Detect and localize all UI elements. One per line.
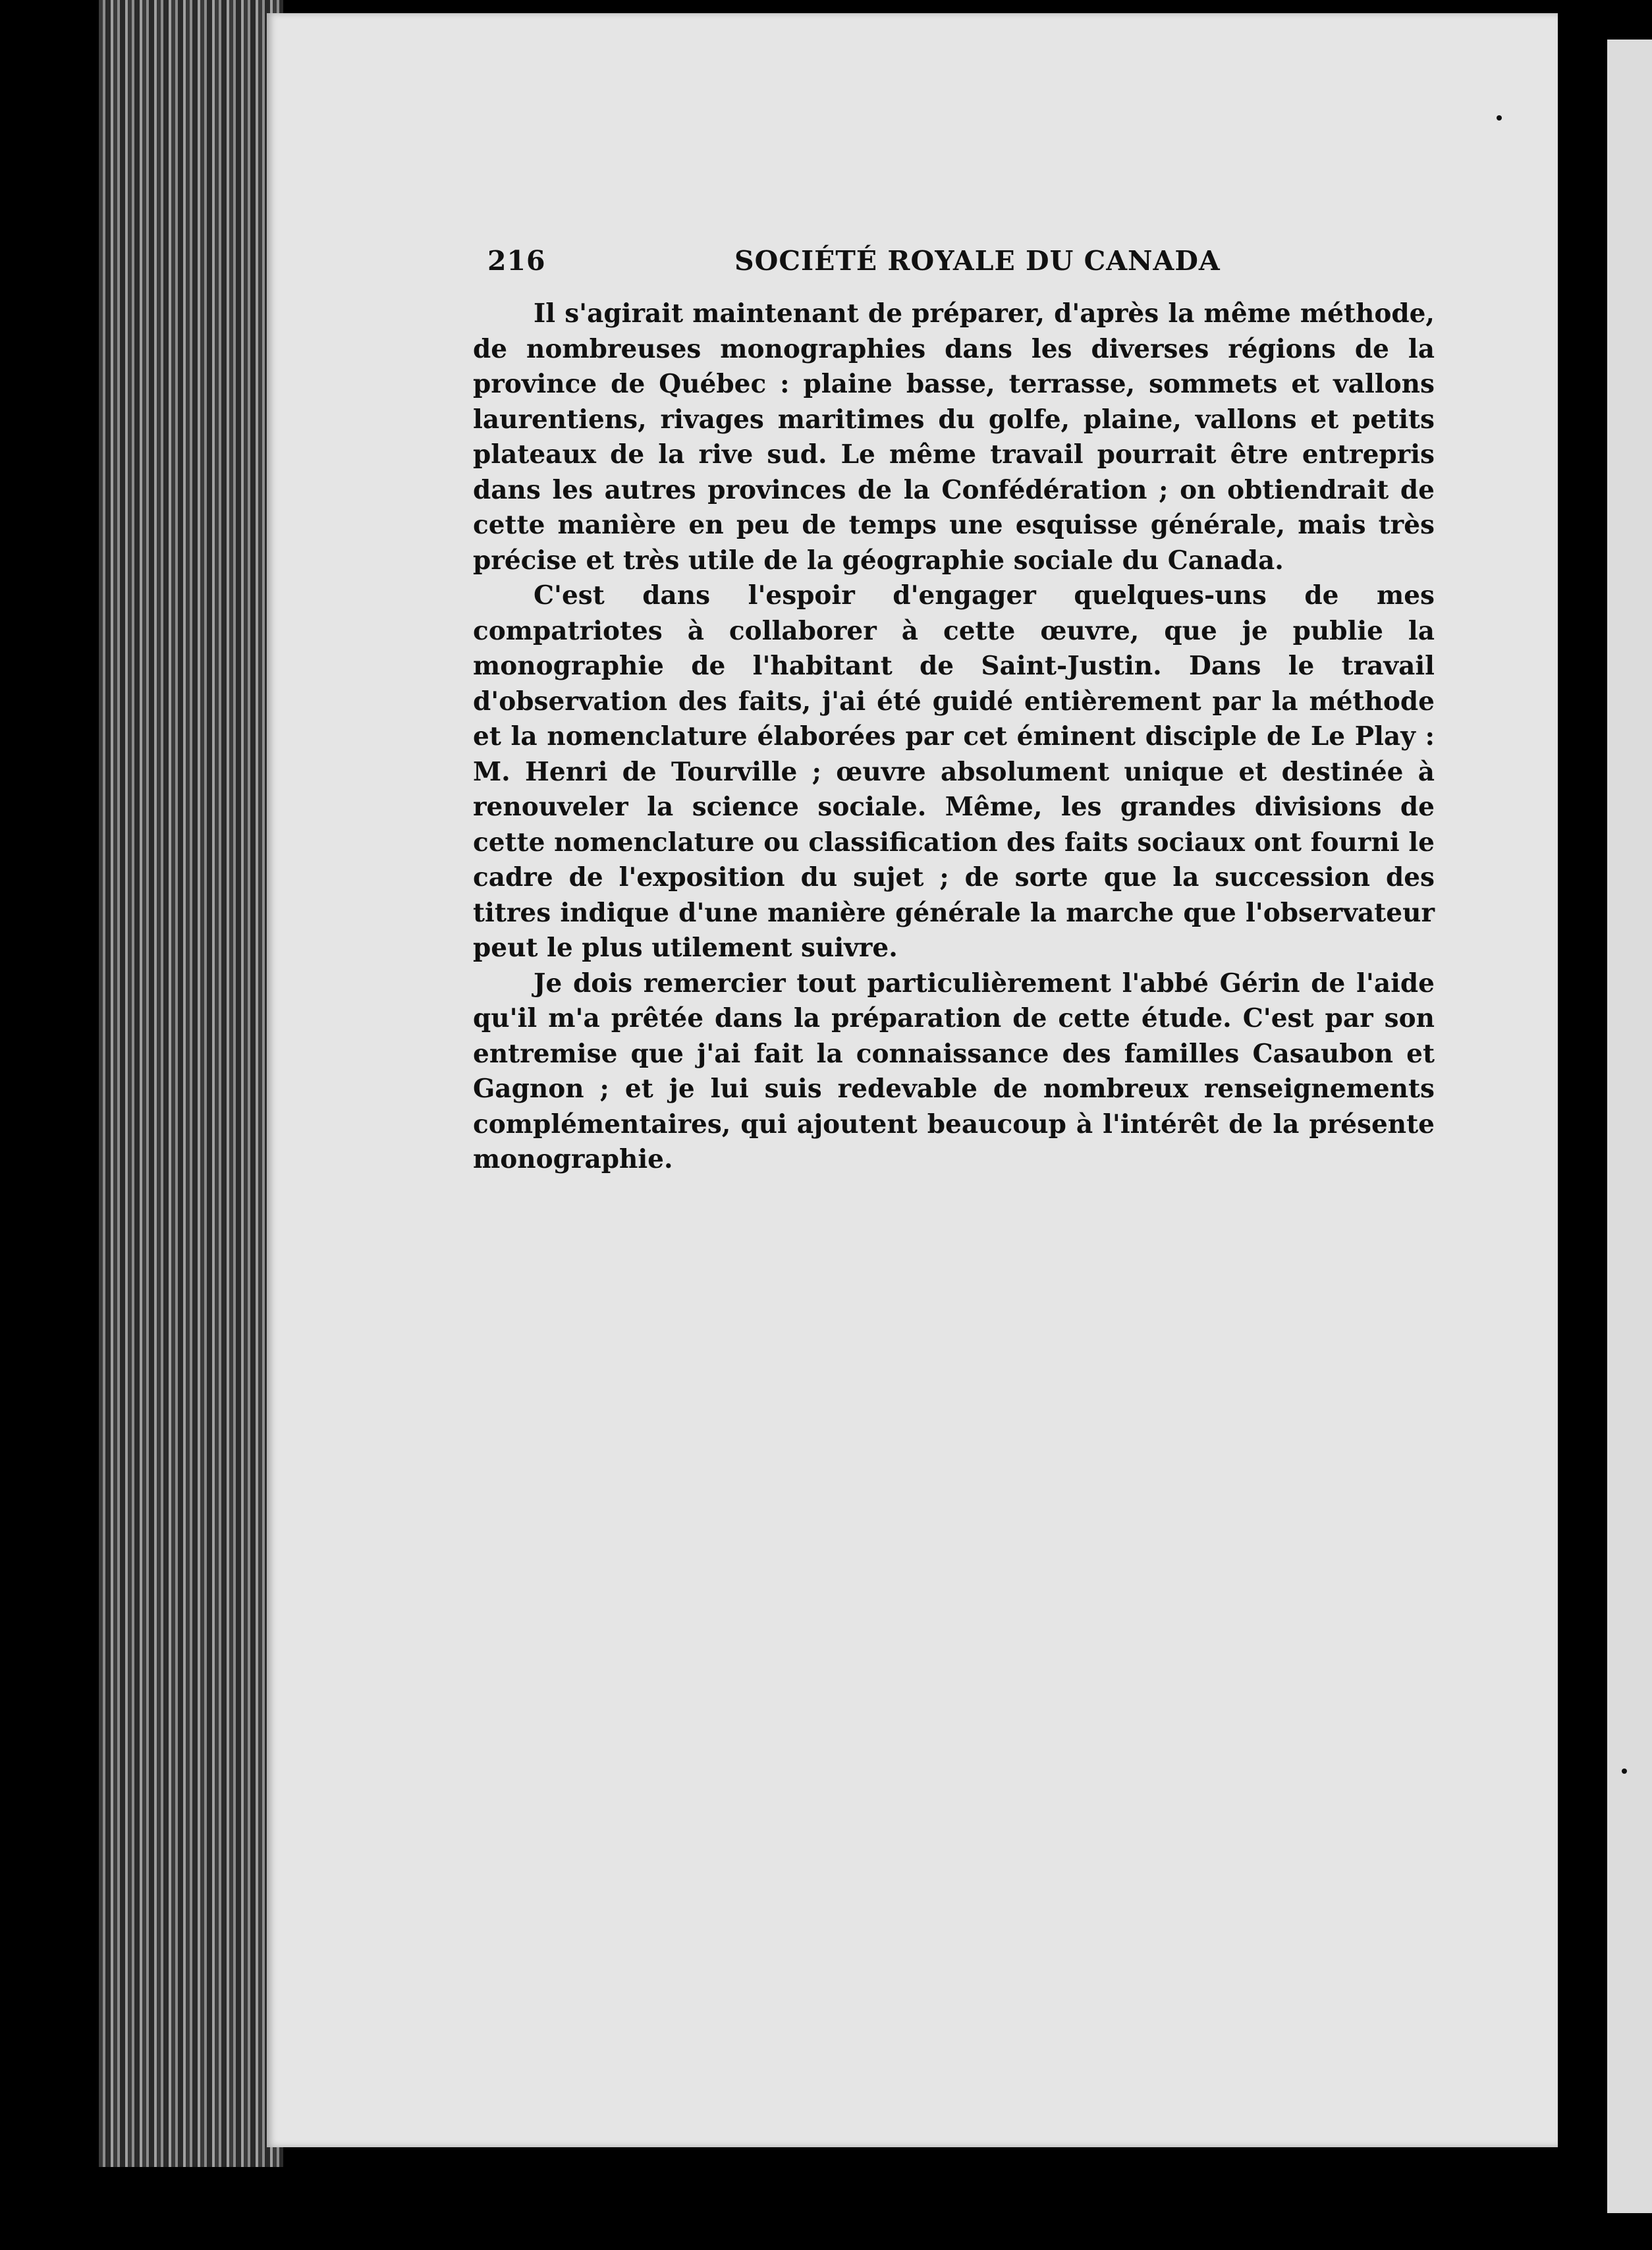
speck-mark bbox=[1622, 1769, 1627, 1774]
page-edges-stack bbox=[99, 0, 283, 2167]
paragraph: C'est dans l'espoir d'engager quelques-uns de mes compatriotes à collaborer à cette œuvre, que je publie la monographie de l'habitant de Saint-Justin. Dans le travail d'observation des faits, j'ai été guidé entièrement par la méthode et la nomenclature élaborées par cet éminent disciple de Le Play : M. Henri de Tourville ; œuvre absolument unique et destinée à renouveler la science sociale. Même, les grandes divisions de cette nomenclature ou classification des faits sociaux ont fourni le cadre de l'exposition du sujet ; de sorte que la succession des titres indique d'une manière générale la marche que l'observateur peut le plus utilement suivre. bbox=[473, 580, 1435, 963]
paragraph: Il s'agirait maintenant de préparer, d'après la même méthode, de nombreuses monographies dans les diverses régions de la province de Québec : plaine basse, terrasse, sommets et vallons laurentiens, rivages maritimes du golfe, plaine, vallons et petits plateaux de la rive sud. Le même travail pourrait être entrepris dans les autres provinces de la Confédération ; on obtiendrait de cette manière en peu de temps une esquisse générale, mais très précise et très utile de la géographie sociale du Canada. bbox=[473, 298, 1435, 576]
running-title: SOCIÉTÉ ROYALE DU CANADA bbox=[734, 245, 1221, 277]
page-number: 216 bbox=[487, 245, 546, 277]
speck-mark bbox=[1497, 115, 1502, 121]
paragraph: Je dois remercier tout particulièrement l'abbé Gérin de l'aide qu'il m'a prêtée dans la préparation de cette étude. C'est par son entremise que j'ai fait la connaissance des familles Casaubon et Gagnon ; et je lui suis redevable de nombreux renseignements complémentaires, qui ajoutent beaucoup à l'intérêt de la présente monographie. bbox=[473, 968, 1435, 1174]
book-spine-shadow bbox=[0, 0, 99, 2250]
body-text bbox=[473, 296, 1435, 1178]
running-head bbox=[487, 245, 1429, 291]
adjacent-page-edge bbox=[1607, 40, 1652, 2213]
